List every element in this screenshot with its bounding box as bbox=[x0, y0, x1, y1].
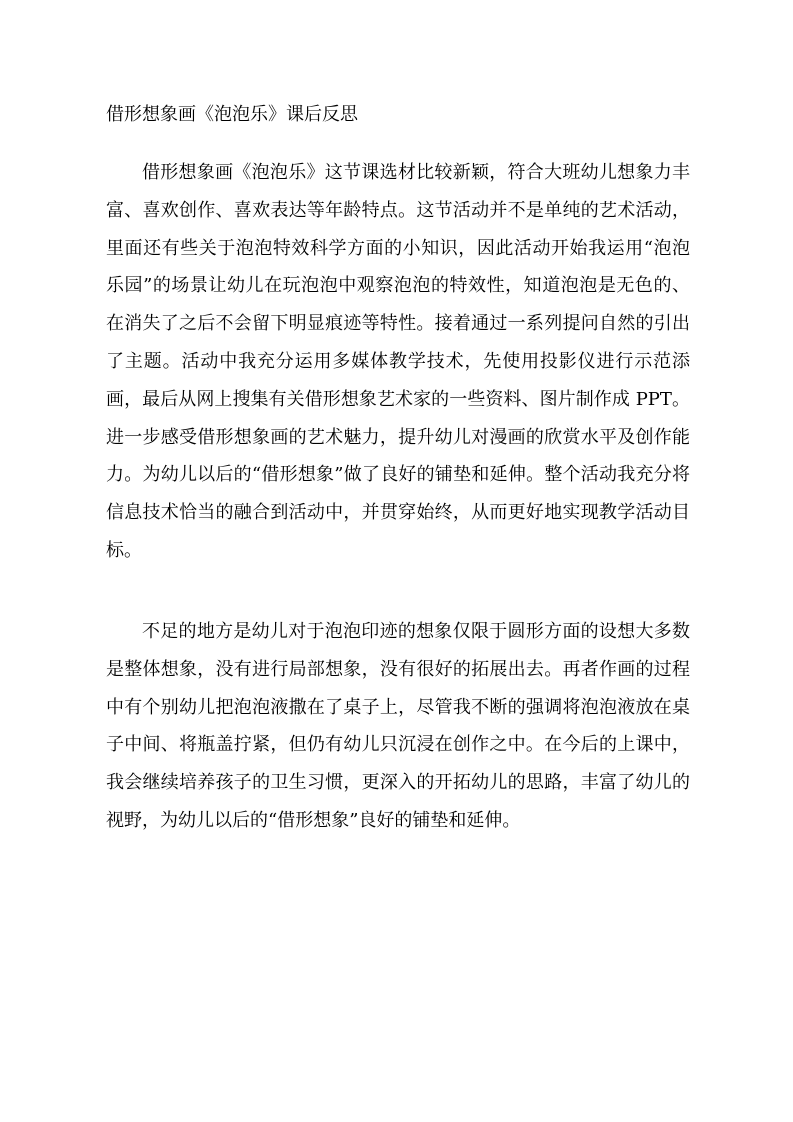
paragraph-reflection: 借形想象画《泡泡乐》这节课选材比较新颖，符合大班幼儿想象力丰富、喜欢创作、喜欢表达等年龄特点。这节活动并不是单纯的艺术活动，里面还有些关于泡泡特效科学方面的小知识，因此活动开始我运用“泡泡乐园”的场景让幼儿在玩泡泡中观察泡泡的特效性，知道泡泡是无色的、在消失了之后不会留下明显痕迹等特性。接着通过一系列提问自然的引出了主题。活动中我充分运用多媒体教学技术，先使用投影仪进行示范添画，最后从网上搜集有关借形想象艺术家的一些资料、图片制作成 PPT。进一步感受借形想象画的艺术魅力，提升幼儿对漫画的欣赏水平及创作能力。为幼儿以后的“借形想象”做了良好的铺垫和延伸。整个活动我充分将信息技术恰当的融合到活动中，并贯穿始终，从而更好地实现教学活动目标。 bbox=[106, 162, 690, 561]
paragraph-shortcomings: 不足的地方是幼儿对于泡泡印迹的想象仅限于圆形方面的设想大多数是整体想象，没有进行局部想象，没有很好的拓展出去。再者作画的过程中有个别幼儿把泡泡液撒在了桌子上，尽管我不断的强调将泡泡液放在桌子中间、将瓶盖拧紧，但仍有幼儿只沉浸在创作之中。在今后的上课中，我会继续培养孩子的卫生习惯，更深入的开拓幼儿的思路，丰富了幼儿的视野，为幼儿以后的“借形想象”良好的铺垫和延伸。 bbox=[106, 621, 690, 831]
document-title: 借形想象画《泡泡乐》课后反思 bbox=[106, 104, 358, 125]
